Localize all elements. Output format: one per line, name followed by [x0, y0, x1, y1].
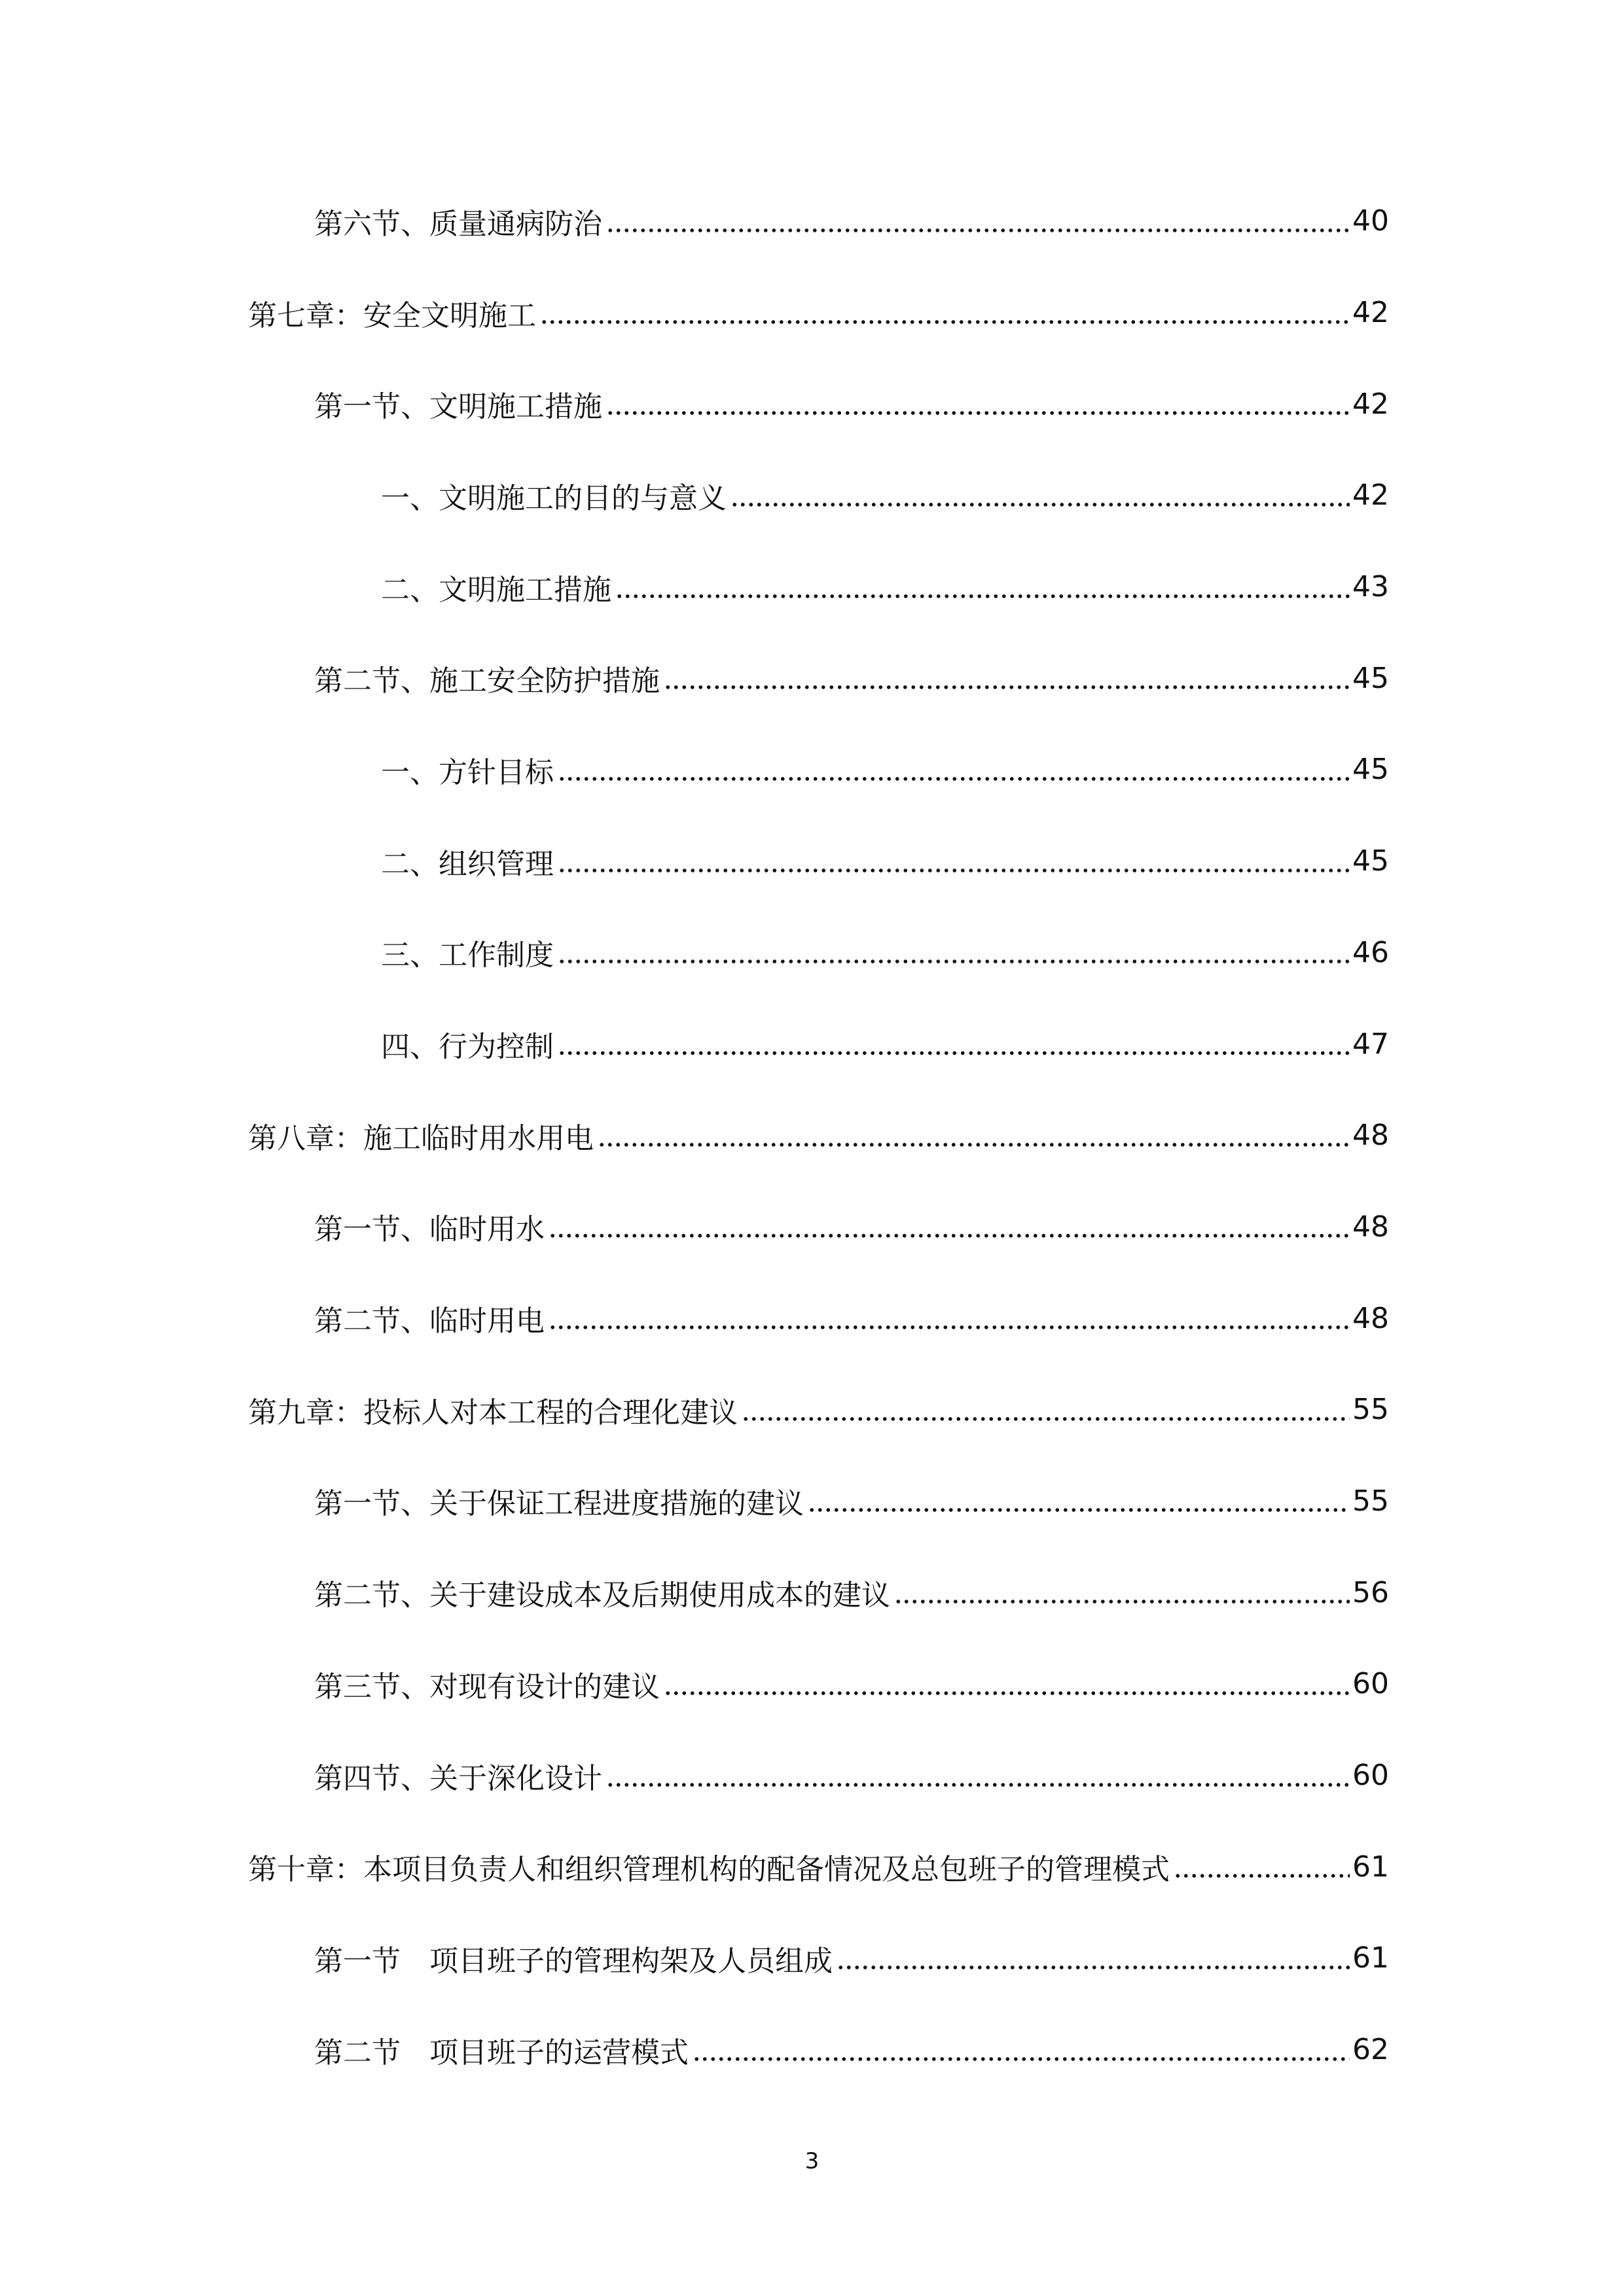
toc-entry[interactable] — [0, 998, 1624, 1090]
toc-entry-page: 43 — [1352, 570, 1389, 604]
toc-entry-title: 第三节、对现有设计的建议 — [314, 1670, 660, 1704]
dot-leader — [558, 847, 1350, 876]
toc-entry-page: 48 — [1352, 1119, 1389, 1153]
toc-entry-title: 第二节、临时用电 — [314, 1304, 545, 1338]
toc-entry-title: 第九章：投标人对本工程的合理化建议 — [248, 1395, 738, 1429]
dot-leader — [693, 2036, 1350, 2064]
toc-entry[interactable] — [0, 2004, 1624, 2096]
toc-entry[interactable] — [0, 1181, 1624, 1273]
toc-entry-page: 48 — [1352, 1210, 1389, 1244]
toc-entry-title: 第七章：安全文明施工 — [248, 298, 536, 332]
toc-entry[interactable] — [0, 1272, 1624, 1364]
toc-entry-title: 二、文明施工措施 — [381, 573, 611, 607]
dot-leader — [540, 298, 1350, 327]
toc-entry-title: 一、方针目标 — [381, 755, 554, 789]
toc-entry[interactable] — [0, 1821, 1624, 1912]
toc-entry[interactable] — [0, 1547, 1624, 1638]
toc-entry-title: 二、组织管理 — [381, 847, 554, 881]
toc-entry[interactable] — [0, 1456, 1624, 1547]
dot-leader — [549, 1304, 1350, 1333]
toc-entry-page: 45 — [1352, 753, 1389, 787]
toc-entry-page: 47 — [1352, 1027, 1389, 1061]
toc-entry-page: 61 — [1352, 1850, 1389, 1884]
toc-entry-title: 第二节、关于建设成本及后期使用成本的建议 — [314, 1579, 890, 1613]
toc-entry-title: 第一节 项目班子的管理构架及人员组成 — [314, 1944, 833, 1978]
toc-entry-title: 第一节、关于保证工程进度措施的建议 — [314, 1487, 804, 1521]
dot-leader — [606, 389, 1350, 418]
dot-leader — [598, 1121, 1350, 1150]
dot-leader — [664, 664, 1350, 692]
dot-leader — [558, 1030, 1350, 1058]
toc-entry-title: 四、行为控制 — [381, 1030, 554, 1064]
toc-entry-page: 46 — [1352, 935, 1389, 969]
dot-leader — [615, 573, 1350, 601]
toc-entry-page: 48 — [1352, 1301, 1389, 1335]
toc-entry-title: 三、工作制度 — [381, 939, 554, 973]
toc-entry-title: 第四节、关于深化设计 — [314, 1761, 602, 1795]
toc-entry[interactable] — [0, 450, 1624, 541]
page-number: 3 — [804, 2148, 820, 2174]
dot-leader — [742, 1395, 1350, 1424]
dot-leader — [558, 755, 1350, 784]
toc-entry-title: 第一节、临时用水 — [314, 1213, 545, 1247]
dot-leader — [808, 1486, 1350, 1515]
toc-entry[interactable] — [0, 358, 1624, 450]
toc-entry-page: 62 — [1352, 2033, 1389, 2067]
toc-entry[interactable] — [0, 1638, 1624, 1730]
toc-entry[interactable] — [0, 1730, 1624, 1821]
toc-entry-page: 40 — [1352, 204, 1389, 238]
toc-entry[interactable] — [0, 267, 1624, 359]
toc-entry-title: 第一节、文明施工措施 — [314, 390, 602, 424]
toc-entry-title: 第二节、施工安全防护措施 — [314, 664, 660, 698]
toc-entry-page: 42 — [1352, 387, 1389, 421]
toc-entry-page: 61 — [1352, 1941, 1389, 1975]
dot-leader — [549, 1212, 1350, 1241]
dot-leader — [894, 1578, 1350, 1607]
toc-entry[interactable] — [0, 1364, 1624, 1456]
dot-leader — [837, 1944, 1350, 1973]
toc-entry-page: 60 — [1352, 1759, 1389, 1793]
toc-entry[interactable] — [0, 1912, 1624, 2004]
toc-entry[interactable] — [0, 907, 1624, 999]
toc-entry-title: 一、文明施工的目的与意义 — [381, 481, 727, 515]
toc-entry-title: 第二节 项目班子的运营模式 — [314, 2036, 689, 2070]
toc-entry-title: 第六节、质量通病防治 — [314, 207, 602, 241]
toc-entry-page: 42 — [1352, 296, 1389, 330]
toc-entry[interactable] — [0, 1090, 1624, 1181]
toc-entry-page: 60 — [1352, 1667, 1389, 1701]
dot-leader — [1174, 1852, 1350, 1881]
toc-entry[interactable] — [0, 632, 1624, 724]
toc-entry-title: 第八章：施工临时用水用电 — [248, 1121, 594, 1155]
toc-entry[interactable] — [0, 175, 1624, 267]
table-of-contents — [0, 175, 1624, 2095]
toc-entry[interactable] — [0, 724, 1624, 816]
toc-entry-page: 45 — [1352, 661, 1389, 695]
toc-entry-page: 42 — [1352, 478, 1389, 512]
toc-entry-title: 第十章：本项目负责人和组织管理机构的配备情况及总包班子的管理模式 — [248, 1853, 1170, 1887]
toc-entry-page: 45 — [1352, 844, 1389, 878]
dot-leader — [606, 207, 1350, 236]
toc-entry[interactable] — [0, 816, 1624, 907]
toc-entry[interactable] — [0, 541, 1624, 633]
toc-entry-page: 55 — [1352, 1393, 1389, 1427]
dot-leader — [664, 1670, 1350, 1698]
dot-leader — [606, 1761, 1350, 1790]
toc-entry-page: 55 — [1352, 1484, 1389, 1518]
dot-leader — [558, 938, 1350, 967]
dot-leader — [731, 481, 1350, 510]
toc-entry-page: 56 — [1352, 1575, 1389, 1609]
